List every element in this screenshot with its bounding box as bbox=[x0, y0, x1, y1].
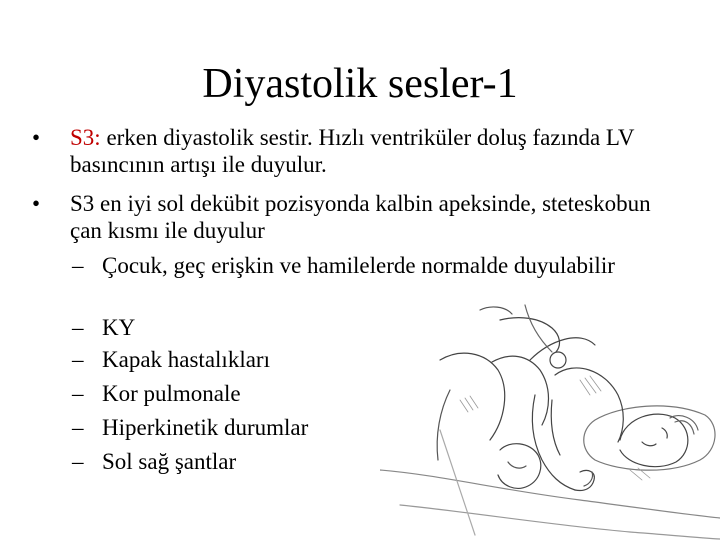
sub-item-text: Hiperkinetik durumlar bbox=[102, 415, 309, 440]
sub-item-ky bbox=[72, 314, 662, 341]
sub-item-cor-pulmonale bbox=[72, 380, 662, 407]
sub-marker: – bbox=[72, 315, 84, 340]
sub-item-text: Kapak hastalıkları bbox=[102, 347, 270, 372]
sub-item-text: Çocuk, geç erişkin ve hamilelerde normalde duyulabilir bbox=[102, 253, 615, 278]
sub-item-normal-groups bbox=[72, 252, 662, 279]
bullet-s3-auscultation bbox=[32, 190, 670, 244]
sub-item-text: Kor pulmonale bbox=[102, 381, 241, 406]
sub-item-text: Sol sağ şantlar bbox=[102, 449, 237, 474]
slide-title: Diyastolik sesler-1 bbox=[202, 61, 518, 107]
bullet-text: S3 en iyi sol dekübit pozisyonda kalbin apeksinde, steteskobun çan kısmı ile duyulur bbox=[70, 191, 651, 243]
sub-item-text: KY bbox=[102, 315, 136, 340]
sub-marker: – bbox=[72, 253, 84, 278]
bullet-marker: • bbox=[32, 191, 41, 216]
sub-item-valve-disease bbox=[72, 346, 662, 373]
term-s3: S3: bbox=[70, 125, 101, 150]
sub-marker: – bbox=[72, 381, 84, 406]
sub-marker: – bbox=[72, 347, 84, 372]
bullet-marker: • bbox=[32, 125, 41, 150]
sub-marker: – bbox=[72, 449, 84, 474]
bullet-s3-definition bbox=[32, 124, 670, 178]
sub-item-hyperkinetic bbox=[72, 414, 662, 441]
sub-marker: – bbox=[72, 415, 84, 440]
bullet-text: erken diyastolik sestir. Hızlı ventriküler doluş fazında LV basıncının artışı ile duyulur. bbox=[70, 125, 635, 177]
sub-item-shunts bbox=[72, 448, 662, 475]
